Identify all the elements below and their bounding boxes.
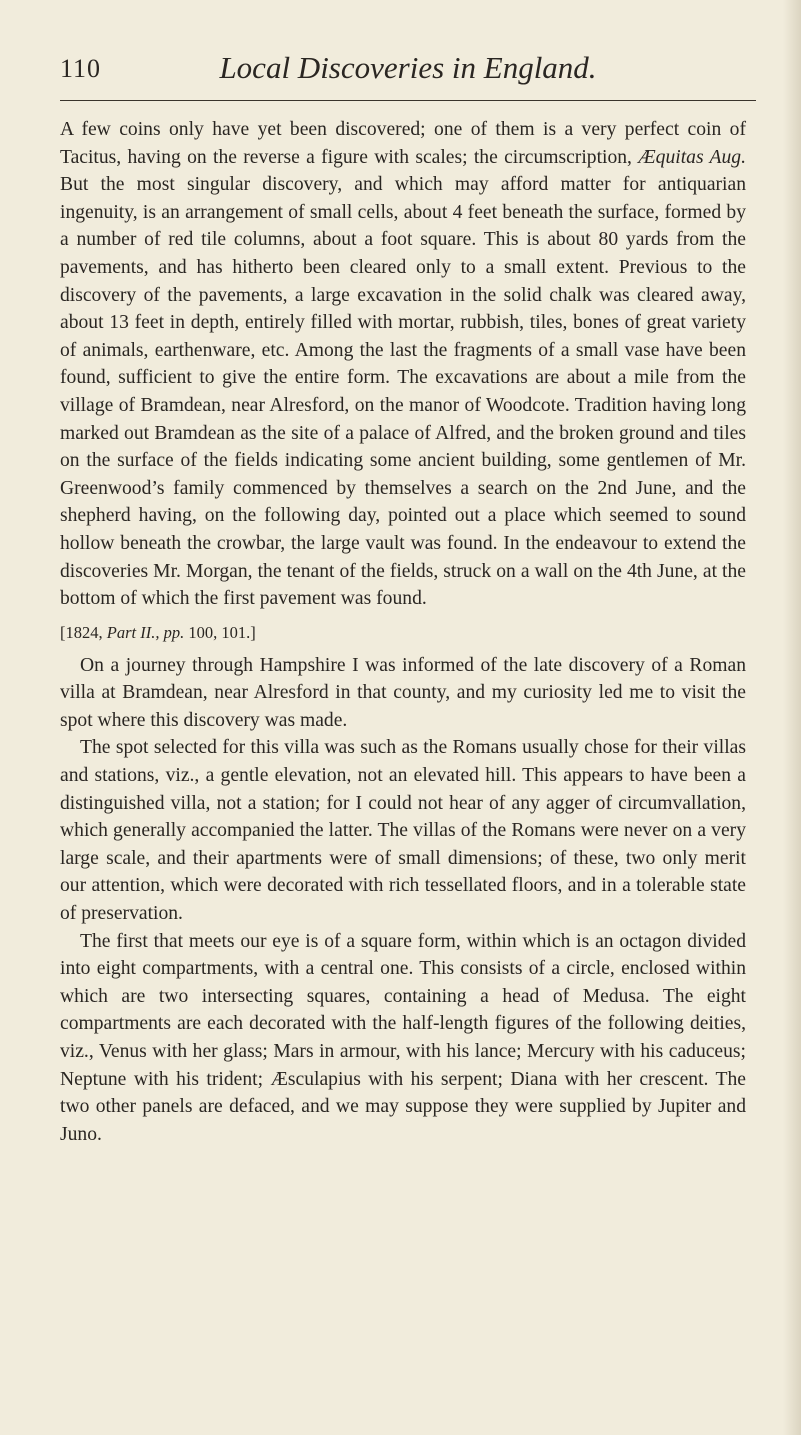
body-text [60,116,746,1148]
header-rule [60,100,756,101]
page-number: 110 [60,54,102,83]
citation-segment-1: [1824, [60,622,107,642]
paragraph-4 [60,928,746,1149]
paragraph-2-segment-1: On a journey through Hampshire I was informed of the late discovery of a Roman villa at Bramdean, near Alresford in that county, and my curiosity led me to visit the spot where this discovery was made. [60,654,746,731]
page-edge-shadow [783,0,801,1435]
paragraph-1-segment-1: A few coins only have yet been discovered; one of them is a very perfect coin of Tacitus, having on the reverse a figure with scales; the circumscription, [60,119,746,168]
paragraph-1 [60,116,746,613]
citation [60,620,746,646]
paragraph-1-segment-2: Æquitas Aug. [638,146,746,168]
citation-segment-2: Part II., pp. [106,622,185,642]
paragraph-3 [60,734,746,927]
paragraph-1-segment-3: But the most singular discovery, and which may afford matter for antiquarian ingenuity, is an arrangement of small cells, about 4 feet beneath the surface, formed by a number of red tile columns, about a foot square. This is about 80 yards from the pavements, and has hitherto been cleared only to a small extent. Previous to the discovery of the pavements, a large excavation in the solid chalk was cleared away, about 13 feet in depth, entirely filled with mortar, rubbish, tiles, bones of great variety of animals, earthenware, etc. Among the last the fragments of a small vase have been found, sufficient to give the entire form. The excavations are about a mile from the village of Bramdean, near Alresford, on the manor of Woodcote. Tradition having long marked out Bramdean as the site of a palace of Alfred, and the broken ground and tiles on the surface of the fields indicating some ancient building, some gentlemen of Mr. Greenwood’s family commenced by themselves a search on the 2nd June, and the shepherd having, on the following day, pointed out a place which seemed to sound hollow beneath the crowbar, the large vault was found. In the endeavour to extend the discoveries Mr. Morgan, the tenant of the fields, struck on a wall on the 4th June, at the bottom of which the first pavement was found. [60,174,746,610]
paragraph-2 [60,652,746,735]
page-header [60,50,756,100]
citation-segment-3: 100, 101.] [184,622,256,642]
running-title: Local Discoveries in England. [219,50,597,85]
paragraph-3-segment-1: The spot selected for this villa was such as the Romans usually chose for their villas and stations, viz., a gentle elevation, not an elevated hill. This appears to have been a distinguished villa, not a station; for I could not hear of any agger of circumvallation, which generally accompanied the latter. The villas of the Romans were never on a very large scale, and their apartments were of small dimensions; of these, two only merit our attention, which were decorated with rich tessellated floors, and in a tolerable state of preservation. [60,737,746,925]
paragraph-4-segment-1: The first that meets our eye is of a square form, within which is an octagon divided into eight compartments, with a central one. This consists of a circle, enclosed within which are two intersecting squares, containing a head of Medusa. The eight compartments are each decorated with the half-length figures of the following deities, viz., Venus with her glass; Mars in armour, with his lance; Mercury with his caduceus; Neptune with his trident; Æsculapius with his serpent; Diana with her crescent. The two other panels are defaced, and we may suppose they were supplied by Jupiter and Juno. [60,930,746,1145]
